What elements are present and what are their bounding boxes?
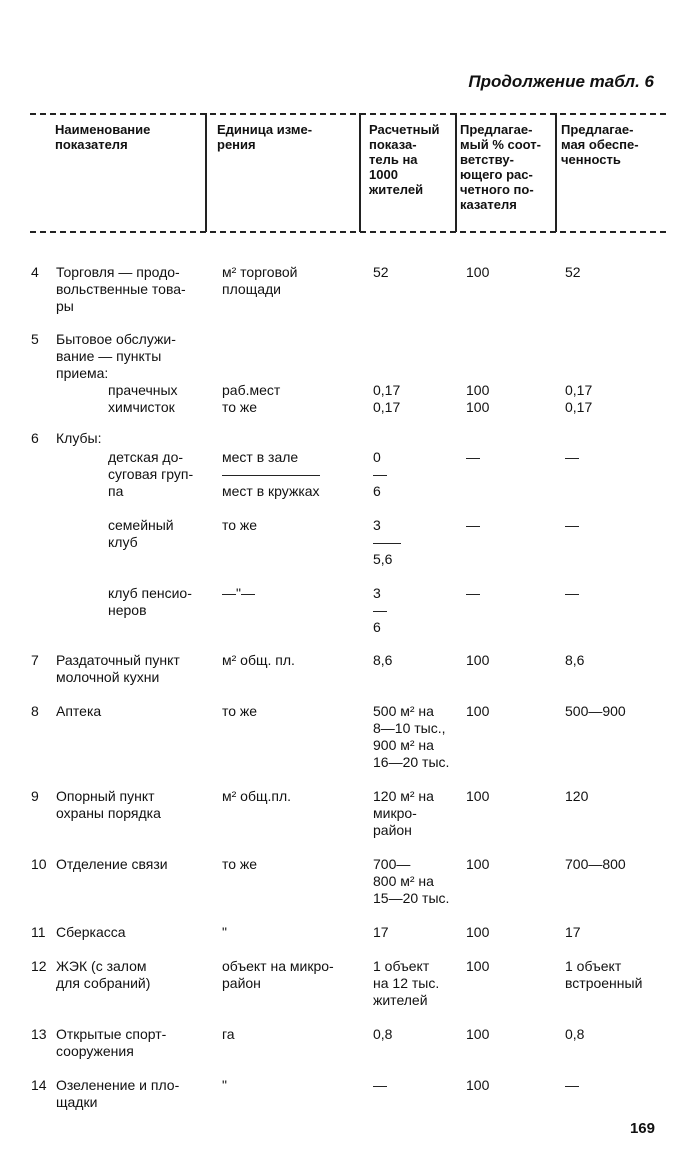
header-text: рения xyxy=(217,137,256,152)
row-name xyxy=(56,958,216,992)
row-calc: 52 xyxy=(373,264,389,280)
subrow-unit xyxy=(222,449,362,500)
text-line: Открытые спорт- xyxy=(56,1026,167,1042)
subrow-pct: 100 xyxy=(466,399,490,415)
row-name: Клубы: xyxy=(56,430,102,446)
text-line: сооружения xyxy=(56,1043,134,1059)
header-text: Единица изме- xyxy=(217,122,313,137)
row-name xyxy=(56,1077,216,1111)
text-line: —— xyxy=(373,534,401,550)
header-text: жителей xyxy=(369,182,424,197)
subrow-pct: — xyxy=(466,449,480,465)
row-unit: м² общ. пл. xyxy=(222,652,295,668)
row-unit xyxy=(222,264,362,298)
row-name: Сберкасса xyxy=(56,924,126,940)
row-prov: 120 xyxy=(565,788,589,804)
row-number: 10 xyxy=(31,856,47,872)
row-calc: 8,6 xyxy=(373,652,393,668)
text-line: 3 xyxy=(373,517,381,533)
header-prov xyxy=(561,122,639,167)
row-pct: 100 xyxy=(466,924,490,940)
row-number: 4 xyxy=(31,264,39,280)
page-number: 169 xyxy=(629,1120,655,1137)
text-line: вание — пункты xyxy=(56,348,162,364)
header-pct xyxy=(460,122,541,212)
header-text: Предлагае- xyxy=(561,122,634,137)
row-prov: 0,8 xyxy=(565,1026,585,1042)
text-line: неров xyxy=(108,602,147,618)
row-pct: 100 xyxy=(466,788,490,804)
row-unit: " xyxy=(222,1077,227,1093)
row-prov xyxy=(565,958,665,992)
header-text: ченность xyxy=(561,152,621,167)
row-unit: то же xyxy=(222,856,258,872)
row-number: 12 xyxy=(31,958,47,974)
row-pct: 100 xyxy=(466,856,490,872)
row-unit: га xyxy=(222,1026,235,1042)
row-pct: 100 xyxy=(466,652,490,668)
subrow-pct: 100 xyxy=(466,382,490,398)
subrow-calc: 0,17 xyxy=(373,382,401,398)
row-calc xyxy=(373,856,465,907)
text-line: приема: xyxy=(56,365,109,381)
text-line: м² торговой xyxy=(222,264,298,280)
row-pct: 100 xyxy=(466,958,490,974)
subrow-unit: раб.мест xyxy=(222,382,281,398)
text-line: Бытовое обслужи- xyxy=(56,331,176,347)
row-calc: 0,8 xyxy=(373,1026,393,1042)
row-prov: 700—800 xyxy=(565,856,626,872)
header-text: Расчетный xyxy=(369,122,440,137)
row-prov: — xyxy=(565,1077,579,1093)
text-line: — xyxy=(373,602,387,618)
subrow-name xyxy=(108,585,218,619)
text-line: объект на микро- xyxy=(222,958,334,974)
row-pct: 100 xyxy=(466,1077,490,1093)
text-line: — xyxy=(373,466,387,482)
subrow-name xyxy=(108,517,218,551)
row-name xyxy=(56,331,216,382)
text-line: микро- xyxy=(373,805,417,821)
header-text: ющего рас- xyxy=(460,167,533,182)
text-line: 1 объект xyxy=(565,958,622,974)
text-line: 0 xyxy=(373,449,381,465)
text-line: ЖЭК (с залом xyxy=(56,958,147,974)
row-number: 14 xyxy=(31,1077,47,1093)
row-number: 9 xyxy=(31,788,39,804)
header-unit xyxy=(217,122,312,152)
text-line: клуб пенсио- xyxy=(108,585,192,601)
header-text: Предлагае- xyxy=(460,122,533,137)
subrow-pct: — xyxy=(466,517,480,533)
header-text: четного по- xyxy=(460,182,534,197)
text-line: район xyxy=(222,975,261,991)
subrow-prov: — xyxy=(565,449,579,465)
text-line: мест в кружках xyxy=(222,483,320,499)
text-line: 1 объект xyxy=(373,958,430,974)
text-line: охраны порядка xyxy=(56,805,161,821)
row-calc: — xyxy=(373,1077,387,1093)
text-line: 16—20 тыс. xyxy=(373,754,450,770)
subrow-name xyxy=(108,449,218,500)
row-name: Отделение связи xyxy=(56,856,168,872)
header-bottom-rule xyxy=(30,231,666,233)
text-line: 6 xyxy=(373,619,381,635)
text-line: 15—20 тыс. xyxy=(373,890,450,906)
text-line: 120 м² на xyxy=(373,788,434,804)
subrow-prov: 0,17 xyxy=(565,399,593,415)
text-line: молочной кухни xyxy=(56,669,160,685)
row-pct: 100 xyxy=(466,1026,490,1042)
text-line: детская до- xyxy=(108,449,184,465)
text-line: 700— xyxy=(373,856,411,872)
row-calc xyxy=(373,703,465,771)
subrow-prov: — xyxy=(565,517,579,533)
row-number: 13 xyxy=(31,1026,47,1042)
text-line: Торговля — продо- xyxy=(56,264,180,280)
header-text: ветству- xyxy=(460,152,514,167)
text-line: район xyxy=(373,822,412,838)
text-line: клуб xyxy=(108,534,138,550)
subrow-calc: 0,17 xyxy=(373,399,401,415)
header-text: мый % соот- xyxy=(460,137,541,152)
column-divider xyxy=(205,113,207,232)
header-text: показателя xyxy=(55,137,128,152)
text-line: 8—10 тыс., xyxy=(373,720,446,736)
row-number: 8 xyxy=(31,703,39,719)
header-text: мая обеспе- xyxy=(561,137,639,152)
text-line: ——————— xyxy=(222,466,320,482)
text-line: площади xyxy=(222,281,281,297)
row-unit: " xyxy=(222,924,227,940)
text-line: 500 м² на xyxy=(373,703,434,719)
text-line: 900 м² на xyxy=(373,737,434,753)
subrow-pct: — xyxy=(466,585,480,601)
row-calc xyxy=(373,788,465,839)
header-text: казателя xyxy=(460,197,517,212)
header-text: тель на xyxy=(369,152,418,167)
row-unit: м² общ.пл. xyxy=(222,788,292,804)
header-text: 1000 xyxy=(369,167,398,182)
subrow-calc xyxy=(373,585,465,636)
subrow-calc xyxy=(373,449,465,500)
row-name xyxy=(56,1026,216,1060)
text-line: для собраний) xyxy=(56,975,151,991)
row-name xyxy=(56,788,216,822)
subrow-unit: —"— xyxy=(222,585,255,601)
text-line: 6 xyxy=(373,483,381,499)
column-divider xyxy=(455,113,457,232)
header-calc xyxy=(369,122,440,197)
row-name: Аптека xyxy=(56,703,102,719)
text-line: встроенный xyxy=(565,975,643,991)
text-line: жителей xyxy=(373,992,428,1008)
header-name xyxy=(55,122,150,152)
text-line: щадки xyxy=(56,1094,98,1110)
text-line: Озеленение и пло- xyxy=(56,1077,180,1093)
row-prov: 500—900 xyxy=(565,703,626,719)
header-text: показа- xyxy=(369,137,417,152)
row-prov: 17 xyxy=(565,924,581,940)
text-line: на 12 тыс. xyxy=(373,975,440,991)
row-number: 5 xyxy=(31,331,39,347)
subrow-name: прачечных xyxy=(108,382,178,398)
row-pct: 100 xyxy=(466,264,490,280)
subrow-prov: — xyxy=(565,585,579,601)
text-line: Раздаточный пункт xyxy=(56,652,180,668)
subrow-name: химчисток xyxy=(108,399,175,415)
column-divider xyxy=(359,113,361,232)
row-pct: 100 xyxy=(466,703,490,719)
row-number: 11 xyxy=(31,924,46,940)
header-top-rule xyxy=(30,113,666,115)
header-text: Наименование xyxy=(55,122,151,137)
text-line: суговая груп- xyxy=(108,466,194,482)
row-calc: 17 xyxy=(373,924,389,940)
text-line: ры xyxy=(56,298,74,314)
row-calc xyxy=(373,958,465,1009)
text-line: 5,6 xyxy=(373,551,393,567)
text-line: Опорный пункт xyxy=(56,788,155,804)
text-line: 3 xyxy=(373,585,381,601)
table-caption: Продолжение табл. 6 xyxy=(468,72,654,91)
text-line: мест в зале xyxy=(222,449,299,465)
row-prov: 52 xyxy=(565,264,581,280)
row-prov: 8,6 xyxy=(565,652,585,668)
text-line: па xyxy=(108,483,124,499)
row-unit: то же xyxy=(222,703,258,719)
subrow-prov: 0,17 xyxy=(565,382,593,398)
row-number: 6 xyxy=(31,430,39,446)
row-number: 7 xyxy=(31,652,39,668)
row-name xyxy=(56,652,216,686)
subrow-calc xyxy=(373,517,465,568)
column-divider xyxy=(555,113,557,232)
text-line: 800 м² на xyxy=(373,873,434,889)
subrow-unit: то же xyxy=(222,399,258,415)
row-unit xyxy=(222,958,362,992)
text-line: вольственные това- xyxy=(56,281,186,297)
row-name xyxy=(56,264,216,315)
text-line: семейный xyxy=(108,517,174,533)
subrow-unit: то же xyxy=(222,517,258,533)
